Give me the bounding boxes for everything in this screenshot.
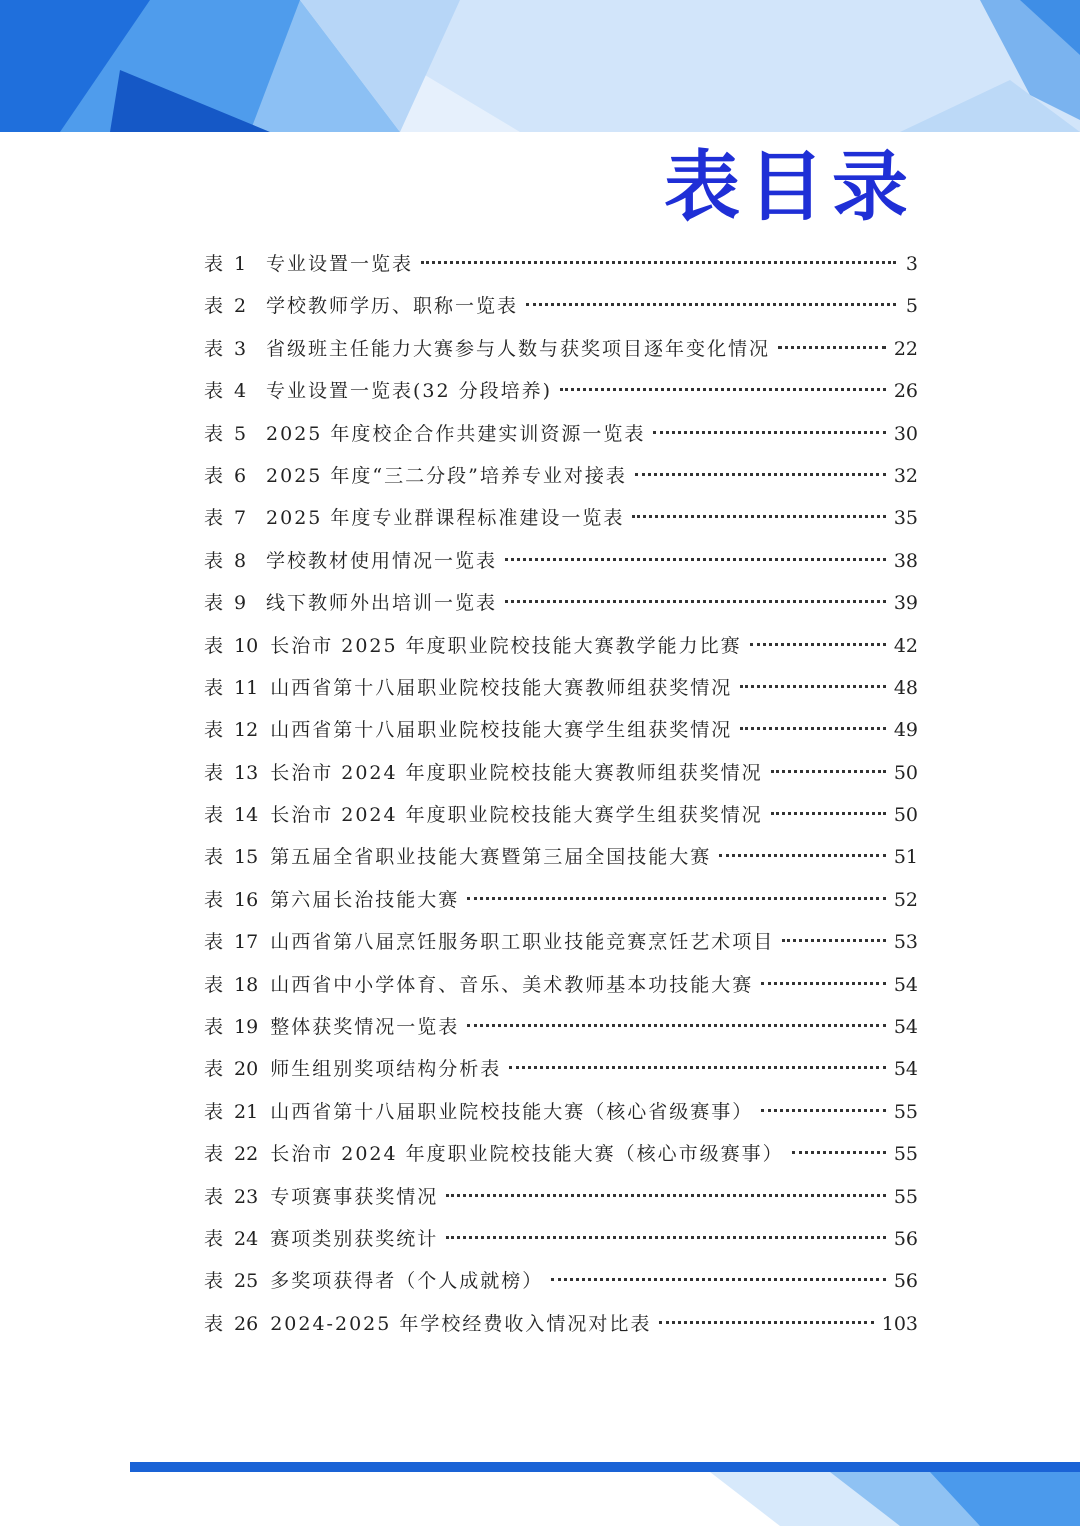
entry-page: 22 (893, 337, 918, 360)
toc-entry[interactable] (204, 582, 918, 624)
entry-caption: 长治市 2024 年度职业院校技能大赛（核心市级赛事） (270, 1143, 784, 1166)
entry-number: 20 (234, 1058, 259, 1081)
dot-leader (632, 515, 885, 518)
entry-number: 19 (234, 1016, 259, 1039)
entry-page: 5 (905, 295, 918, 318)
entry-prefix: 表 (204, 1312, 225, 1335)
toc-entry[interactable] (204, 455, 918, 497)
entry-prefix: 表 (204, 888, 225, 911)
entry-page: 55 (893, 1143, 918, 1166)
entry-caption: 2025 年度校企合作共建实训资源一览表 (266, 422, 646, 445)
dot-leader (782, 939, 886, 942)
dot-leader (778, 346, 886, 349)
toc-entry[interactable] (204, 921, 918, 963)
entry-caption: 师生组别奖项结构分析表 (270, 1058, 502, 1081)
entry-number: 18 (234, 973, 259, 996)
entry-number: 6 (234, 464, 247, 487)
dot-leader (771, 770, 886, 773)
dot-leader (446, 1236, 886, 1239)
toc-entry[interactable] (204, 1048, 918, 1090)
dot-leader (761, 1109, 886, 1112)
entry-prefix: 表 (204, 1058, 225, 1081)
entry-prefix: 表 (204, 507, 225, 530)
entry-prefix: 表 (204, 804, 225, 827)
toc-entry[interactable] (204, 540, 918, 582)
entry-number: 23 (234, 1185, 259, 1208)
entry-caption: 2025 年度专业群课程标准建设一览表 (266, 507, 625, 530)
dot-leader (761, 982, 886, 985)
dot-leader (659, 1321, 873, 1324)
entry-prefix: 表 (204, 422, 225, 445)
entry-page: 3 (905, 253, 918, 275)
dot-leader (526, 303, 896, 306)
dot-leader (560, 388, 886, 391)
dot-leader (740, 685, 886, 688)
entry-prefix: 表 (204, 676, 225, 699)
entry-caption: 第六届长治技能大赛 (270, 888, 460, 911)
entry-page: 56 (893, 1270, 918, 1293)
dot-leader (719, 854, 886, 857)
entry-caption: 长治市 2024 年度职业院校技能大赛学生组获奖情况 (270, 804, 763, 827)
entry-caption: 专业设置一览表(32 分段培养) (266, 380, 553, 403)
toc-entry[interactable] (204, 1176, 918, 1218)
entry-number: 1 (234, 253, 247, 275)
entry-prefix: 表 (204, 1227, 225, 1250)
entry-number: 2 (234, 295, 247, 318)
entry-page: 35 (893, 507, 918, 530)
entry-number: 21 (234, 1100, 259, 1123)
dot-leader (509, 1066, 886, 1069)
toc-entry[interactable] (204, 836, 918, 878)
toc-entry[interactable] (204, 1218, 918, 1260)
dot-leader (421, 261, 896, 264)
toc-entry[interactable] (204, 709, 918, 751)
entry-caption: 学校教师学历、职称一览表 (266, 295, 519, 318)
entry-prefix: 表 (204, 295, 225, 318)
dot-leader (446, 1194, 886, 1197)
entry-prefix: 表 (204, 337, 225, 360)
entry-caption: 2024-2025 年学校经费收入情况对比表 (270, 1312, 652, 1335)
entry-page: 56 (893, 1227, 918, 1250)
entry-page: 50 (893, 804, 918, 827)
entry-page: 51 (893, 846, 918, 869)
entry-prefix: 表 (204, 1143, 225, 1166)
dot-leader (653, 431, 885, 434)
entry-number: 16 (234, 888, 259, 911)
entry-page: 50 (893, 761, 918, 784)
toc-entry[interactable] (204, 667, 918, 709)
header-decoration (0, 0, 1080, 132)
entry-number: 5 (234, 422, 247, 445)
toc-entry[interactable] (204, 752, 918, 794)
toc-entry[interactable] (204, 1091, 918, 1133)
entry-page: 30 (893, 422, 918, 445)
entry-page: 26 (893, 380, 918, 403)
entry-number: 12 (234, 719, 259, 742)
entry-prefix: 表 (204, 1100, 225, 1123)
dot-leader (635, 473, 886, 476)
page-title: 表目录 (664, 142, 916, 231)
entry-caption: 省级班主任能力大赛参与人数与获奖项目逐年变化情况 (266, 337, 771, 360)
toc-entry[interactable] (204, 964, 918, 1006)
entry-prefix: 表 (204, 1270, 225, 1293)
entry-number: 8 (234, 549, 247, 572)
entry-caption: 多奖项获得者（个人成就榜） (270, 1270, 544, 1293)
entry-page: 38 (893, 549, 918, 572)
entry-number: 10 (234, 634, 259, 657)
dot-leader (505, 558, 886, 561)
toc-entry[interactable] (204, 1133, 918, 1175)
entry-prefix: 表 (204, 253, 225, 275)
entry-page: 49 (893, 719, 918, 742)
entry-prefix: 表 (204, 1185, 225, 1208)
dot-leader (551, 1278, 886, 1281)
entry-page: 32 (893, 464, 918, 487)
dot-leader (467, 897, 886, 900)
entry-caption: 山西省第十八届职业院校技能大赛（核心省级赛事） (270, 1100, 754, 1123)
entry-page: 54 (893, 1058, 918, 1081)
entry-prefix: 表 (204, 634, 225, 657)
entry-page: 52 (893, 888, 918, 911)
entry-number: 3 (234, 337, 247, 360)
entry-number: 9 (234, 592, 247, 615)
entry-caption: 学校教材使用情况一览表 (266, 549, 498, 572)
entry-caption: 2025 年度“三二分段”培养专业对接表 (266, 464, 627, 487)
entry-number: 26 (234, 1312, 259, 1335)
toc-entry[interactable] (204, 370, 918, 412)
dot-leader (792, 1151, 886, 1154)
entry-caption: 赛项类别获奖统计 (270, 1227, 439, 1250)
entry-caption: 线下教师外出培训一览表 (266, 592, 498, 615)
entry-caption: 山西省第八届烹饪服务职工职业技能竞赛烹饪艺术项目 (270, 931, 775, 954)
footer-decoration (0, 1462, 1080, 1526)
entry-prefix: 表 (204, 380, 225, 403)
dot-leader (505, 600, 886, 603)
entry-page: 55 (893, 1100, 918, 1123)
entry-number: 4 (234, 380, 247, 403)
dot-leader (740, 727, 886, 730)
toc-entry[interactable] (204, 794, 918, 836)
entry-prefix: 表 (204, 719, 225, 742)
toc-entry[interactable] (204, 1006, 918, 1048)
table-of-tables (204, 243, 918, 1345)
toc-entry[interactable] (204, 1260, 918, 1302)
entry-page: 54 (893, 1016, 918, 1039)
entry-page: 54 (893, 973, 918, 996)
entry-caption: 专项赛事获奖情况 (270, 1185, 439, 1208)
dot-leader (467, 1024, 886, 1027)
toc-entry[interactable] (204, 497, 918, 539)
entry-number: 7 (234, 507, 247, 530)
entry-caption: 专业设置一览表 (266, 253, 414, 275)
entry-prefix: 表 (204, 761, 225, 784)
entry-number: 11 (234, 676, 259, 699)
toc-entry[interactable] (204, 1303, 918, 1345)
entry-number: 22 (234, 1143, 259, 1166)
entry-caption: 第五届全省职业技能大赛暨第三届全国技能大赛 (270, 846, 712, 869)
entry-prefix: 表 (204, 549, 225, 572)
entry-prefix: 表 (204, 846, 225, 869)
dot-leader (771, 812, 886, 815)
toc-entry[interactable] (204, 625, 918, 667)
entry-caption: 山西省第十八届职业院校技能大赛教师组获奖情况 (270, 676, 733, 699)
entry-prefix: 表 (204, 973, 225, 996)
entry-number: 13 (234, 761, 259, 784)
entry-prefix: 表 (204, 931, 225, 954)
entry-number: 25 (234, 1270, 259, 1293)
toc-entry[interactable] (204, 413, 918, 455)
toc-entry[interactable] (204, 285, 918, 327)
entry-prefix: 表 (204, 592, 225, 615)
entry-page: 53 (893, 931, 918, 954)
entry-caption: 山西省中小学体育、音乐、美术教师基本功技能大赛 (270, 973, 754, 996)
entry-caption: 长治市 2024 年度职业院校技能大赛教师组获奖情况 (270, 761, 763, 784)
entry-caption: 长治市 2025 年度职业院校技能大赛教学能力比赛 (270, 634, 742, 657)
entry-prefix: 表 (204, 464, 225, 487)
entry-prefix: 表 (204, 1016, 225, 1039)
toc-entry[interactable] (204, 243, 918, 285)
entry-number: 15 (234, 846, 259, 869)
entry-number: 17 (234, 931, 259, 954)
entry-caption: 整体获奖情况一览表 (270, 1016, 460, 1039)
entry-page: 39 (893, 592, 918, 615)
entry-page: 48 (893, 676, 918, 699)
toc-entry[interactable] (204, 879, 918, 921)
entry-page: 55 (893, 1185, 918, 1208)
entry-page: 103 (881, 1312, 918, 1335)
dot-leader (750, 643, 886, 646)
entry-page: 42 (893, 634, 918, 657)
entry-caption: 山西省第十八届职业院校技能大赛学生组获奖情况 (270, 719, 733, 742)
entry-number: 24 (234, 1227, 259, 1250)
toc-entry[interactable] (204, 328, 918, 370)
entry-number: 14 (234, 804, 259, 827)
